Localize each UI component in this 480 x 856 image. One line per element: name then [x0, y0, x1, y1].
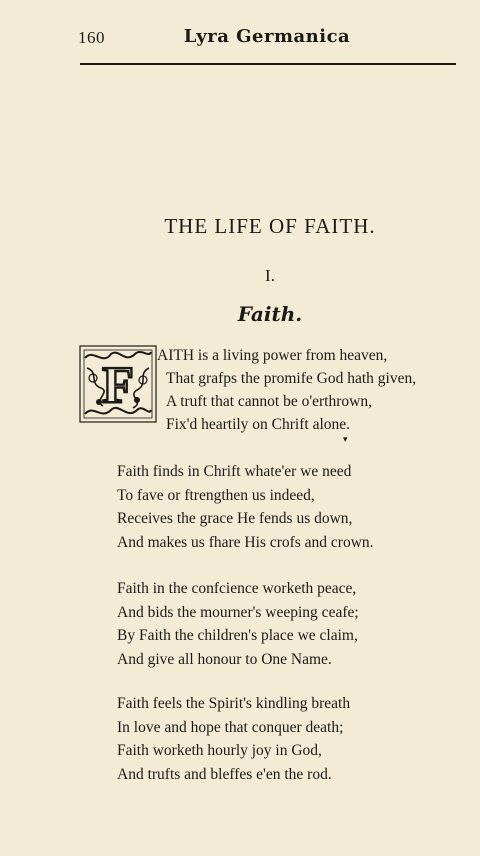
header-rule: [80, 63, 456, 65]
poem-line: Faith feels the Spirit's kindling breath: [117, 695, 351, 712]
printer-mark: ▾: [343, 434, 348, 444]
poem-line: And trufts and bleffes e'en the rod.: [117, 765, 332, 783]
stanza-2: [117, 460, 374, 554]
poem-line: By Faith the children's place we claim,: [117, 627, 358, 644]
running-title: Lyra Germanica: [183, 26, 351, 47]
page-header: [78, 28, 456, 52]
ornamental-drop-cap-f: [79, 344, 157, 424]
poem-line: A truft that cannot be o'erthrown,: [166, 393, 372, 410]
poem-line: In love and hope that conquer death;: [117, 718, 344, 736]
page-number: 160: [78, 28, 105, 47]
poem-line: That grafps the promife God hath given,: [166, 370, 417, 387]
svg-text:F: F: [102, 357, 134, 414]
poem-line: And makes us fhare His crofs and crown.: [117, 533, 374, 551]
poem-title: THE LIFE OF FAITH.: [164, 214, 376, 238]
poem-line: Fix'd heartily on Chrift alone.: [166, 416, 351, 433]
poem-line: Faith in the confcience worketh peace,: [117, 580, 357, 597]
poem-line: Receives the grace He fends us down,: [117, 510, 353, 527]
poem-subtitle: Faith.: [237, 302, 303, 326]
part-number: I.: [265, 266, 275, 285]
poem-line: To fave or ftrengthen us indeed,: [117, 486, 315, 504]
poem-line: Faith finds in Chrift whate'er we need: [117, 463, 352, 480]
stanza-4: [117, 692, 350, 786]
poem-line: AITH is a living power from heaven,: [157, 347, 388, 364]
poem-line: Faith worketh hourly joy in God,: [117, 742, 322, 759]
poem-line: And give all honour to One Name.: [117, 650, 332, 668]
poem-line: And bids the mourner's weeping ceafe;: [117, 603, 359, 621]
stanza-3: [117, 577, 359, 671]
